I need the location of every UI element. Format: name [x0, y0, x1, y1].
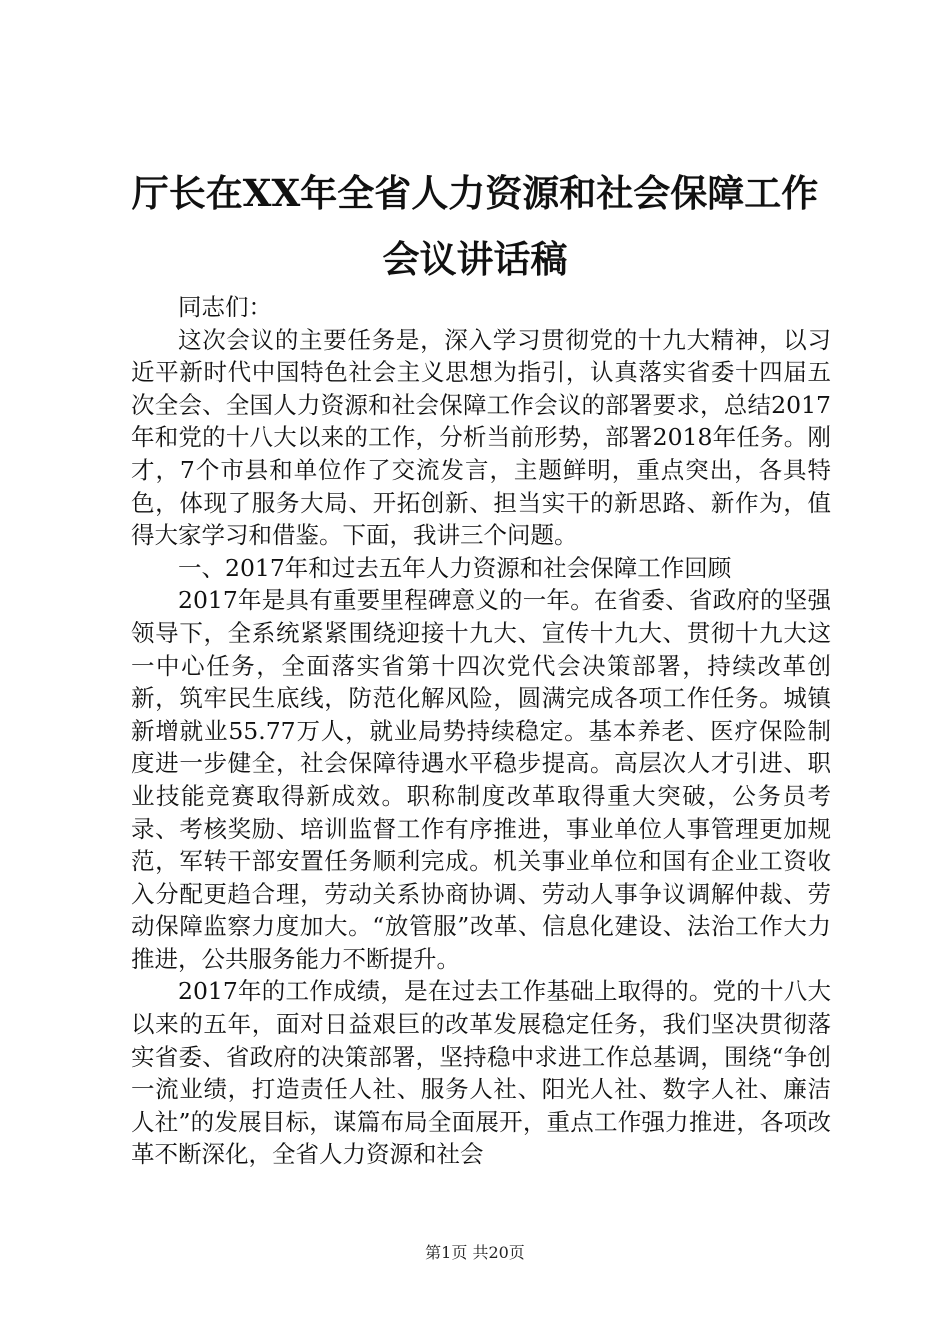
- page-number-footer: 第1页 共20页: [425, 1243, 525, 1262]
- body-paragraph: 2017年是具有重要里程碑意义的一年。在省委、省政府的坚强领导下，全系统紧紧围绕迎接十九大、宣传十九大、贯彻十九大这一中心任务，全面落实省第十四次党代会决策部署，持续改革创新，筑牢民生底线，防范化解风险，圆满完成各项工作任务。城镇新增就业55.77万人，就业局势持续稳定。基本养老、医疗保险制度进一步健全，社会保障待遇水平稳步提高。高层次人才引进、职业技能竞赛取得新成效。职称制度改革取得重大突破，公务员考录、考核奖励、培训监督工作有序推进，事业单位人事管理更加规范，军转干部安置任务顺利完成。机关事业单位和国有企业工资收入分配更趋合理，劳动关系协商协调、劳动人事争议调解仲裁、劳动保障监察力度加大。“放管服”改革、信息化建设、法治工作大力推进，公共服务能力不断提升。: [131, 586, 831, 973]
- section-heading: 一、2017年和过去五年人力资源和社会保障工作回顾: [178, 553, 732, 582]
- document-body: [131, 291, 831, 1171]
- document-title: 厅长在XX年全省人力资源和社会保障工作会议讲话稿: [131, 171, 819, 281]
- body-paragraph: 2017年的工作成绩，是在过去工作基础上取得的。党的十八大以来的五年，面对日益艰巨的改革发展稳定任务，我们坚决贯彻落实省委、省政府的决策部署，坚持稳中求进工作总基调，围绕“争创一流业绩，打造责任人社、服务人社、阳光人社、数字人社、廉洁人社”的发展目标，谋篇布局全面展开，重点工作强力推进，各项改革不断深化，全省人力资源和社会: [131, 977, 831, 1169]
- intro-paragraph: 这次会议的主要任务是，深入学习贯彻党的十九大精神，以习近平新时代中国特色社会主义思想为指引，认真落实省委十四届五次全会、全国人力资源和社会保障工作会议的部署要求，总结2017年和党的十八大以来的工作，分析当前形势，部署2018年任务。刚才，7个市县和单位作了交流发言，主题鲜明，重点突出，各具特色，体现了服务大局、开拓创新、担当实干的新思路、新作为，值得大家学习和借鉴。下面，我讲三个问题。: [131, 325, 831, 550]
- salutation-paragraph: 同志们：: [178, 293, 272, 321]
